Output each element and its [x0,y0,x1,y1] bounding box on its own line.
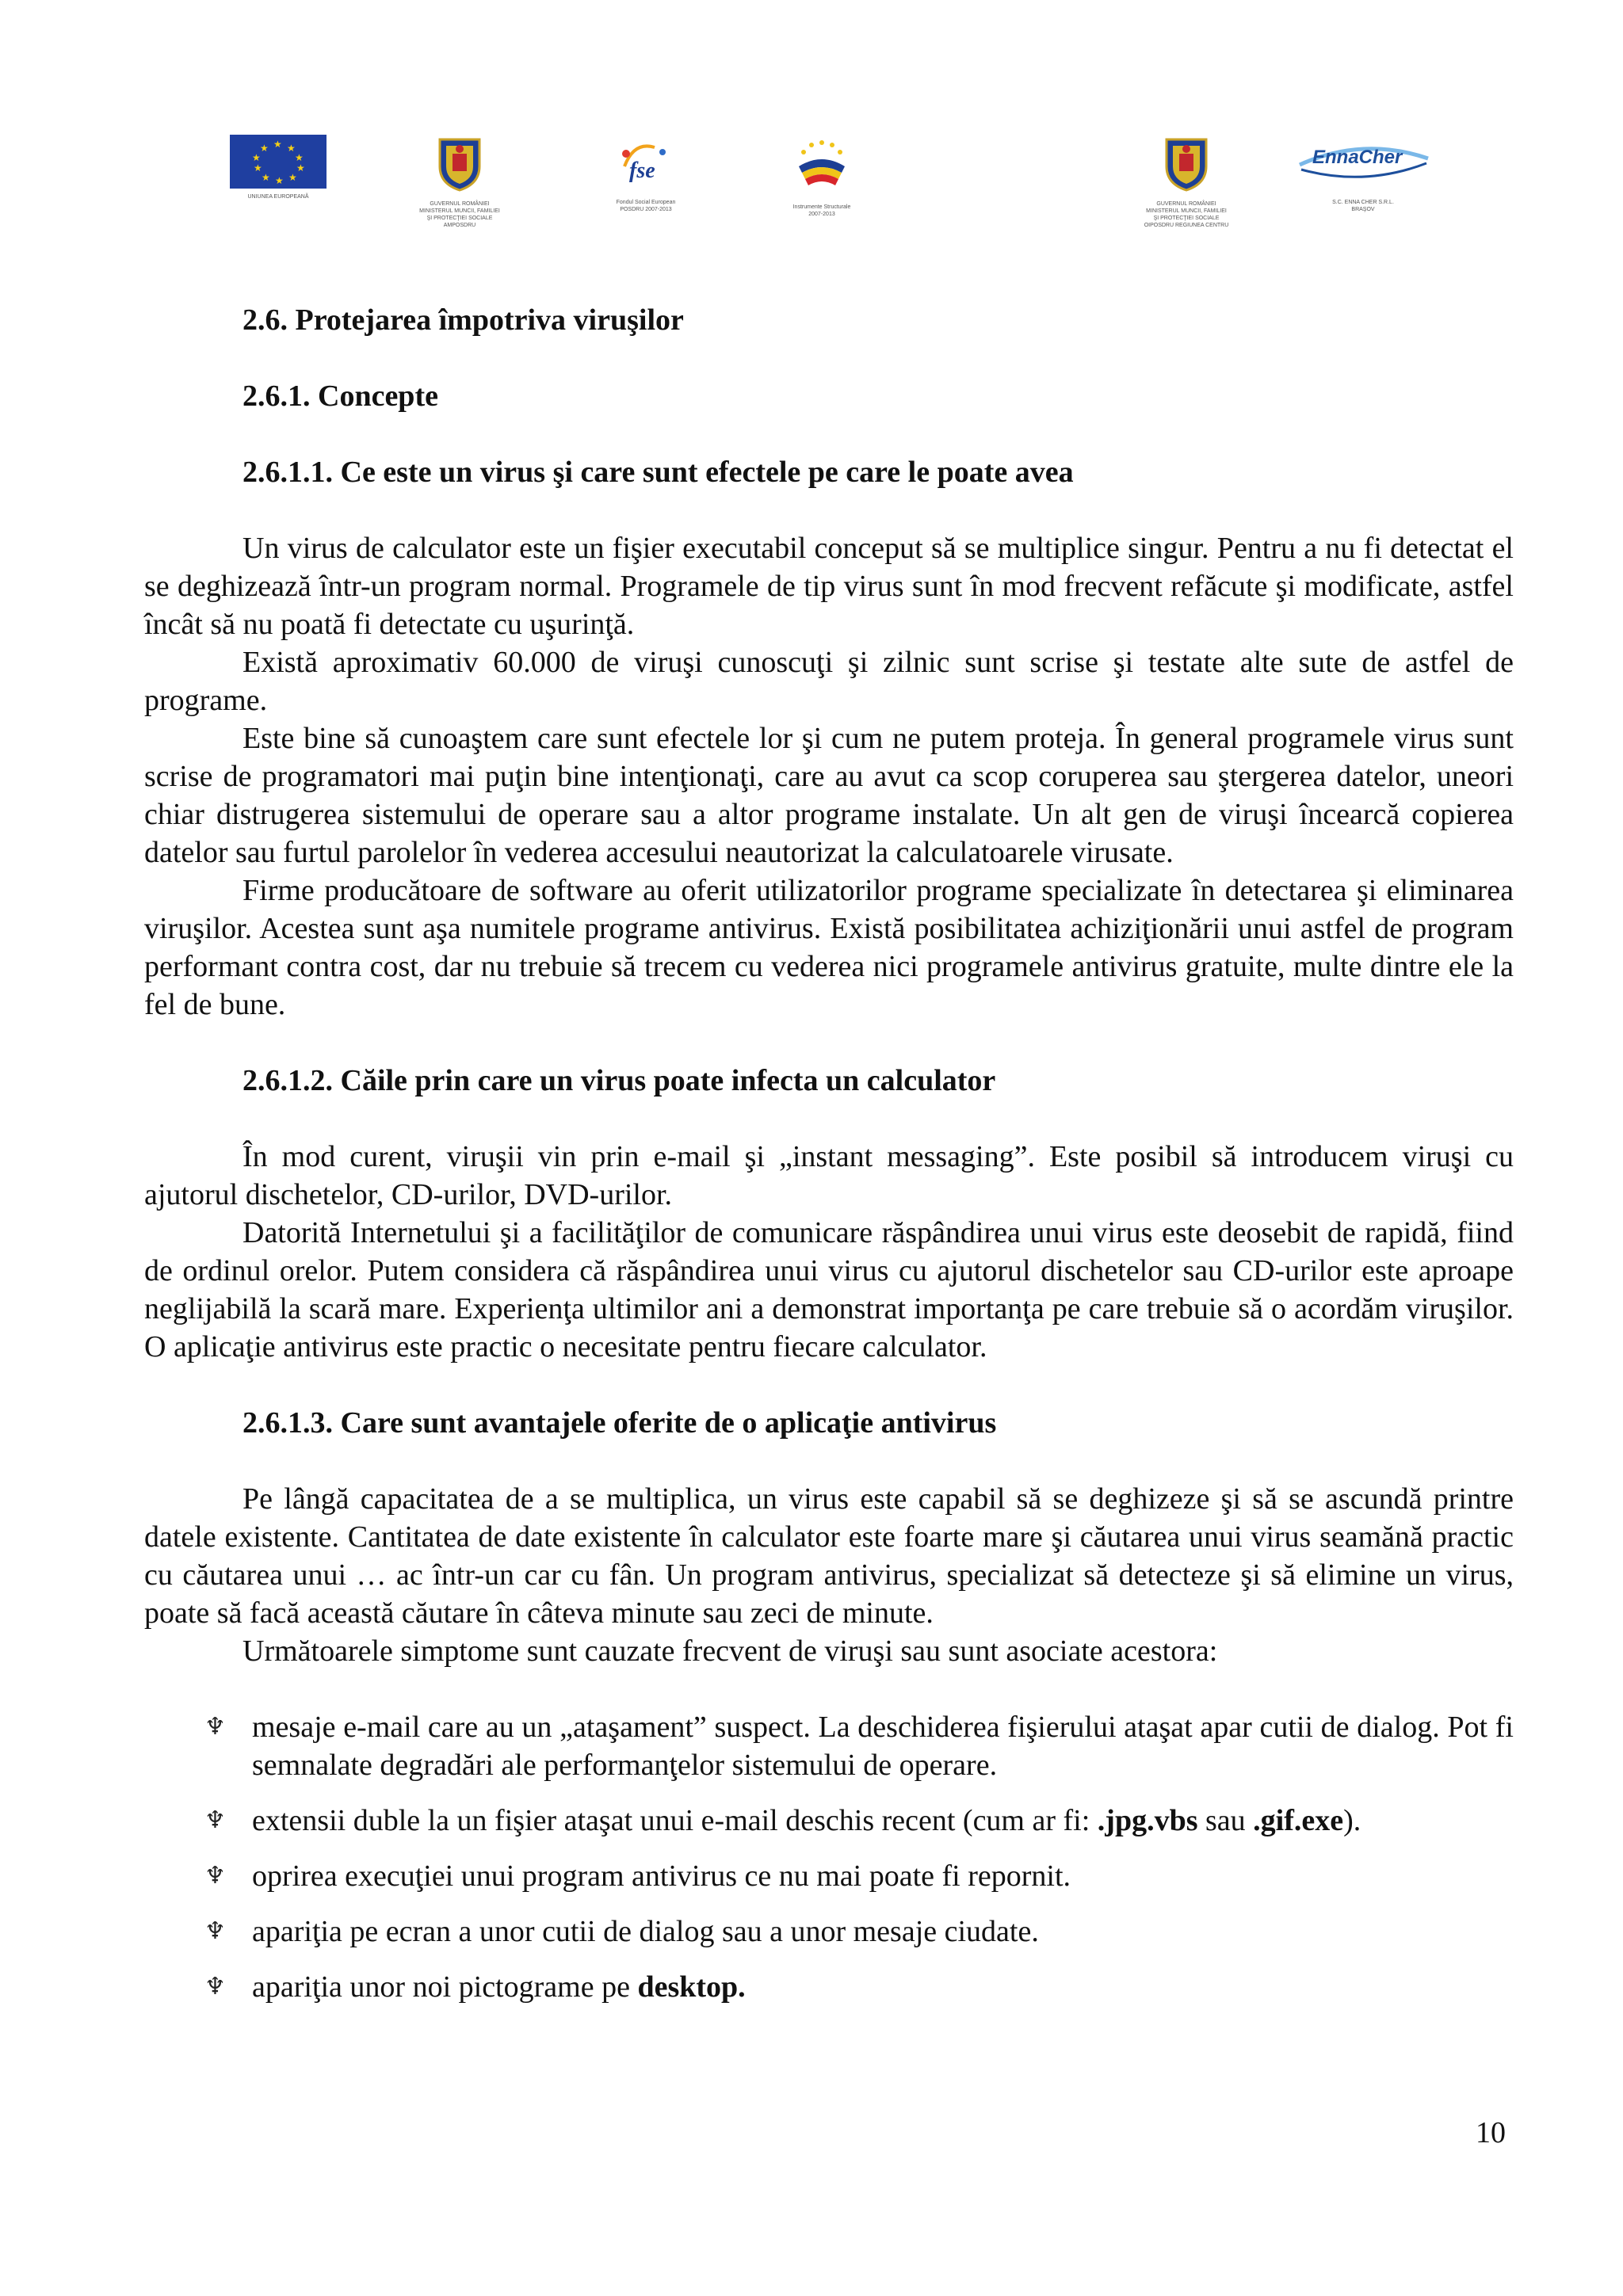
heading-infection-paths: 2.6.1.2. Căile prin care un virus poate infecta un calculator [242,1064,996,1097]
list-item: ♆ apariţia unor noi pictograme pe desktop. [144,1968,1514,2006]
svg-text:EnnaCher: EnnaCher [1312,147,1403,168]
bullet-icon: ♆ [204,1863,226,1889]
header-logos [0,135,1623,254]
logo-caption: UNIUNEA EUROPEANĂ [247,194,309,200]
bullet-icon: ♆ [204,1918,226,1944]
logo-caption: S.C. ENNA CHER S.R.L. BRAŞOV [1332,200,1394,212]
paragraph: Datorită Internetului şi a facilităţilor de comunicare răspândirea unui virus este deosebit de rapidă, fiind de ordinul orelor. Putem considera că răspândirea unui virus cu ajutorul dischetelor sau CD-urilor este aproape neglijabilă la scară mare. Experienţa ultimilor ani a demonstrat importanţa pe care trebuie să o acordăm viruşilor. O aplicaţie antivirus este practic o necesitate pentru fiecare calculator. [144,1216,1514,1363]
section-title: 2.6. Protejarea împotriva viruşilor [242,303,684,337]
fse-logo [586,135,705,213]
heading-antivirus-advantages: 2.6.1.3. Care sunt avantajele oferite de o aplicaţie antivirus [242,1406,997,1440]
coat-of-arms-icon [435,135,484,192]
paragraph: Există aproximativ 60.000 de viruşi cunoscuţi şi zilnic sunt scrise şi testate alte sute de astfel de programe. [144,646,1514,717]
logo-caption: Instrumente Structurale 2007-2013 [792,204,851,217]
paragraph: Firme producătoare de software au oferit utilizatorilor programe specializate în detectarea şi eliminarea viruşilor. Acestea sunt aşa numitele programe antivirus. Există posibilitatea achiziţionării unui astfel de program performant contra cost, dar nu trebuie să trecem cu vederea nici programele antivirus gratuite, multe dintre ele la fel de bune. [144,874,1514,1021]
subsection-title: 2.6.1. Concepte [242,379,438,413]
structural-instruments-logo [770,135,873,218]
symptoms-list [144,1708,1514,2006]
list-item: ♆ mesaje e-mail care au un „ataşament” suspect. La deschiderea fişierului ataşat apar cutii de dialog. Pot fi semnalate degradări ale performanţelor sistemului de operare. [144,1708,1514,1784]
list-item: ♆ extensii duble la un fişier ataşat unui e-mail deschis recent (cum ar fi: .jpg.vbs sau .gif.exe). [144,1802,1514,1840]
eu-flag-icon: ★ ★ ★ ★ ★ ★ ★ ★ ★ ★ [230,135,327,189]
paragraph: Un virus de calculator este un fişier executabil conceput să se multiplice singur. Pentru a nu fi detectat el se deghizează într-un program normal. Programele de tip virus sunt în mod frecvent refăcute şi modificate, astfel încât să nu poată fi detectate cu uşurinţă. [144,532,1514,641]
gov-crest-logo-2 [1103,135,1270,229]
gov-crest-logo [380,135,539,229]
bullet-icon: ♆ [204,1714,226,1740]
paragraph: Este bine să cunoaştem care sunt efectele lor şi cum ne putem proteja. În general programele virus sunt scrise de programatori mai puţin bine intenţionaţi, care au avut ca scop coruperea sau ştergerea datelor, uneori chiar distrugerea sistemului de operare sau a altor programe instalate. Un alt gen de viruşi încearcă copierea datelor sau furtul parolelor în vederea accesului neautorizat la calculatoarele virusate. [144,722,1514,869]
logo-caption: GUVERNUL ROMÂNIEI MINISTERUL MUNCII, FAMILIEI ŞI PROTECŢIEI SOCIALE AMPOSDRU [419,201,500,228]
list-item: ♆ apariţia pe ecran a unor cutii de dialog sau a unor mesaje ciudate. [144,1913,1514,1951]
logo-caption: Fondul Social European POSDRU 2007-2013 [616,200,676,212]
logo-caption: GUVERNUL ROMÂNIEI MINISTERUL MUNCII, FAMILIEI ŞI PROTECŢIEI SOCIALE OIPOSDRU REGIUNEA CENTRU [1144,201,1229,228]
svg-text:fse: fse [629,158,655,183]
bullet-icon: ♆ [204,1974,226,2000]
paragraph: În mod curent, viruşii vin prin e-mail şi „instant messaging”. Este posibil să introducem viruşi cu ajutorul dischetelor, CD-urilor, DVD-urilor. [144,1140,1514,1211]
document-body [144,301,1514,2023]
paragraph: Pe lângă capacitatea de a se multiplica, un virus este capabil să se deghizeze şi să se ascundă printre datele existente. Cantitatea de date existente în calculator este foarte mare şi căutarea unui virus seamănă practic cu căutarea unui … ac într-un car cu fân. Un program antivirus, specializat să detecteze şi să elimine un virus, poate să facă această căutare în câteva minute sau zeci de minute. [144,1482,1514,1630]
ennacher-logo [1284,135,1442,213]
eu-logo [227,135,330,200]
heading-what-is-virus: 2.6.1.1. Ce este un virus şi care sunt efectele pe care le poate avea [242,456,1074,489]
coat-of-arms-icon [1162,135,1211,192]
fse-icon [610,135,682,190]
list-item: ♆ oprirea execuţiei unui program antivirus ce nu mai poate fi repornit. [144,1857,1514,1895]
page-number: 10 [1476,2116,1506,2149]
paragraph: Următoarele simptome sunt cauzate frecvent de viruşi sau sunt asociate acestora: [242,1634,1218,1668]
structural-instruments-icon [786,135,857,195]
ennacher-icon [1293,135,1433,190]
bullet-icon: ♆ [204,1807,226,1833]
